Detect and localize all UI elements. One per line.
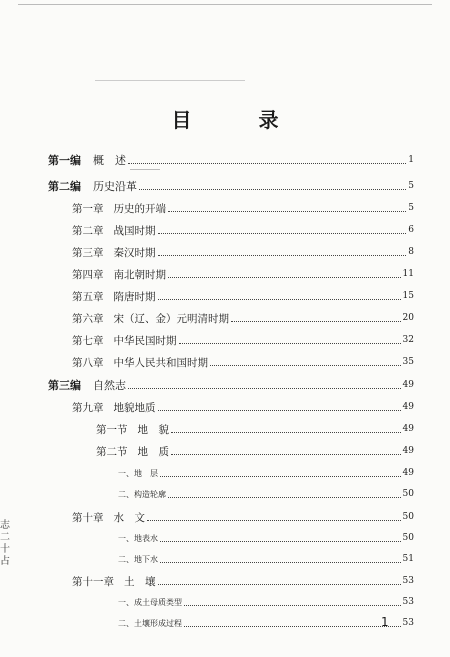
page-number: 51 <box>402 554 414 564</box>
entry-label: 第一章 <box>72 202 104 215</box>
toc-entry-item[interactable] <box>118 594 414 610</box>
leader-dots <box>179 342 401 344</box>
page-number: 8 <box>408 247 414 257</box>
toc-entry-item[interactable] <box>118 551 414 567</box>
page-number: 49 <box>402 468 414 478</box>
leader-dots <box>128 162 406 164</box>
toc-entry-chapter-11[interactable] <box>72 573 414 589</box>
entry-title: 水 文 <box>113 511 145 524</box>
entry-title: 秦汉时期 <box>113 246 156 259</box>
entry-label: 一、地 层 <box>118 468 158 478</box>
toc-entry-item[interactable] <box>118 486 414 502</box>
toc-entry-item[interactable] <box>118 530 414 546</box>
leader-dots <box>160 561 401 563</box>
page-number: 53 <box>402 618 414 628</box>
toc-entry-chapter-3[interactable] <box>72 244 414 260</box>
leader-dots <box>139 188 406 190</box>
page-number: 49 <box>402 424 414 434</box>
page-number: 15 <box>402 291 414 301</box>
top-rule <box>18 4 432 5</box>
print-speck <box>130 169 160 170</box>
entry-title: 自然志 <box>93 379 126 392</box>
page-number: 6 <box>408 225 414 235</box>
entry-title: 中华民国时期 <box>113 334 177 347</box>
toc-entry-chapter-4[interactable] <box>72 266 414 282</box>
entry-title: 土 壤 <box>124 575 156 588</box>
page-title: 目 录 <box>171 108 309 132</box>
entry-label: 第四章 <box>72 268 104 281</box>
entry-label: 一、地表水 <box>118 533 158 543</box>
toc-entry-chapter-6[interactable] <box>72 310 414 326</box>
leader-dots <box>168 210 406 212</box>
toc-entry-chapter-2[interactable] <box>72 222 414 238</box>
toc-entry-section-1[interactable] <box>96 421 414 437</box>
entry-label: 第八章 <box>72 356 104 369</box>
leader-dots <box>160 540 401 542</box>
leader-dots <box>158 254 407 256</box>
entry-label: 第九章 <box>72 401 104 414</box>
entry-label: 第二节 <box>96 445 128 458</box>
page-number: 35 <box>402 357 414 367</box>
page-number: 50 <box>402 489 414 499</box>
entry-title: 历史沿革 <box>93 180 137 193</box>
toc-entry-section-2[interactable] <box>96 443 414 459</box>
entry-label: 二、地下水 <box>118 554 158 564</box>
page-number: 11 <box>402 269 414 279</box>
toc-entry-part-1[interactable] <box>48 152 414 168</box>
leader-dots <box>184 604 401 606</box>
entry-label: 一、成土母质类型 <box>118 597 182 607</box>
entry-label: 第五章 <box>72 290 104 303</box>
leader-dots <box>231 320 401 322</box>
leader-dots <box>147 519 401 521</box>
toc-entry-chapter-7[interactable] <box>72 332 414 348</box>
entry-label: 第十章 <box>72 511 104 524</box>
entry-label: 第六章 <box>72 312 104 325</box>
entry-title: 中华人民共和国时期 <box>113 356 208 369</box>
entry-title: 地 质 <box>137 445 169 458</box>
toc-entry-item[interactable] <box>118 615 414 631</box>
leader-dots <box>168 276 401 278</box>
entry-title: 隋唐时期 <box>113 290 156 303</box>
entry-label: 第三章 <box>72 246 104 259</box>
leader-dots <box>171 453 401 455</box>
entry-label: 第三编 <box>48 379 81 392</box>
entry-title: 南北朝时期 <box>113 268 166 281</box>
page-number: 20 <box>402 313 414 323</box>
leader-dots <box>158 583 401 585</box>
leader-dots <box>128 387 401 389</box>
page-number: 53 <box>402 576 414 586</box>
page-number: 49 <box>402 402 414 412</box>
entry-title: 宋（辽、金）元明清时期 <box>113 312 229 325</box>
toc-entry-chapter-1[interactable] <box>72 200 414 216</box>
leader-dots <box>168 496 401 498</box>
toc-entry-chapter-5[interactable] <box>72 288 414 304</box>
page-number: 50 <box>402 512 414 522</box>
page-number: 5 <box>408 181 414 191</box>
page-number: 49 <box>402 446 414 456</box>
entry-title: 地 貌 <box>137 423 169 436</box>
entry-label: 第二编 <box>48 180 81 193</box>
entry-title: 概 述 <box>93 154 126 167</box>
toc-entry-chapter-10[interactable] <box>72 509 414 525</box>
entry-label: 第七章 <box>72 334 104 347</box>
leader-dots <box>184 625 401 627</box>
entry-label: 第十一章 <box>72 575 114 588</box>
entry-label: 第二章 <box>72 224 104 237</box>
page-number: 49 <box>402 380 414 390</box>
entry-title: 地貌地质 <box>113 401 156 414</box>
leader-dots <box>158 232 407 234</box>
page-number: 53 <box>402 597 414 607</box>
print-speck <box>95 80 245 81</box>
leader-dots <box>171 431 401 433</box>
entry-label: 第一节 <box>96 423 128 436</box>
entry-label: 二、构造轮廓 <box>118 489 166 499</box>
page-number: 32 <box>402 335 414 345</box>
entry-title: 战国时期 <box>113 224 156 237</box>
entry-label: 二、土壤形成过程 <box>118 618 182 628</box>
margin-binding-text: 志二十占 <box>0 520 10 567</box>
leader-dots <box>160 475 401 477</box>
page-number: 1 <box>408 155 414 165</box>
toc-entry-part-2[interactable] <box>48 178 414 194</box>
page-number: 5 <box>408 203 414 213</box>
toc-entry-item[interactable] <box>118 465 414 481</box>
toc-entry-chapter-9[interactable] <box>72 399 414 415</box>
footer-page-mark: 1 <box>381 615 389 629</box>
entry-title: 历史的开端 <box>113 202 166 215</box>
entry-label: 第一编 <box>48 154 81 167</box>
page-number: 50 <box>402 533 414 543</box>
toc-entry-part-3[interactable] <box>48 377 414 393</box>
toc-entry-chapter-8[interactable] <box>72 354 414 370</box>
leader-dots <box>158 409 401 411</box>
leader-dots <box>210 364 401 366</box>
leader-dots <box>158 298 401 300</box>
